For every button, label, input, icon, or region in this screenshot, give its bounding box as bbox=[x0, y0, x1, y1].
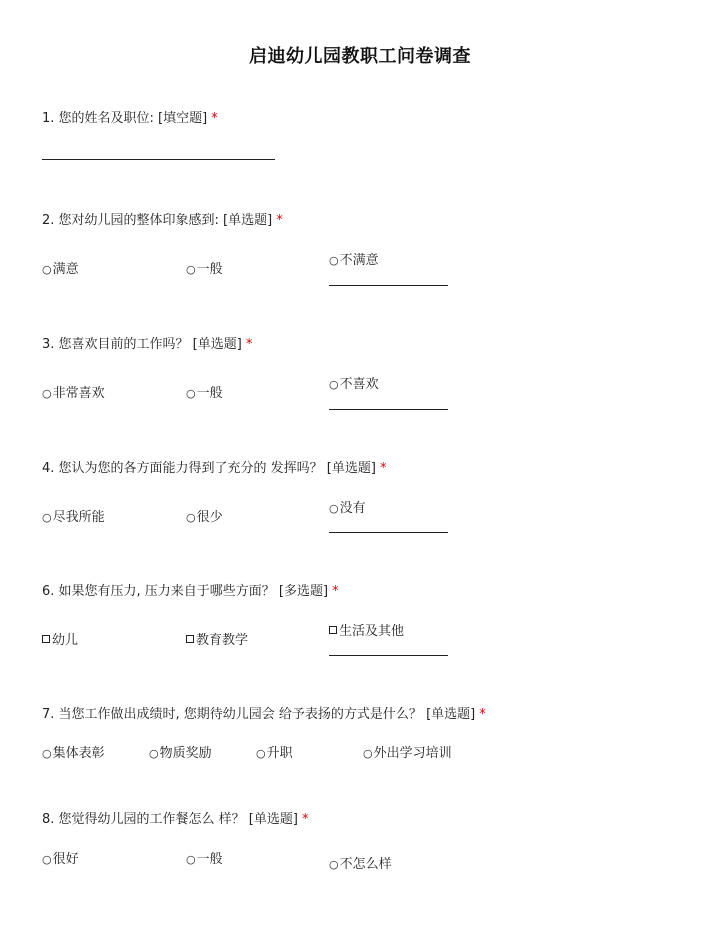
checkbox-life-other[interactable] bbox=[329, 620, 404, 639]
required-mark: * bbox=[479, 707, 486, 722]
option-label: 尽我所能 bbox=[52, 510, 105, 525]
option-fill-line bbox=[329, 655, 448, 656]
required-mark: * bbox=[379, 461, 387, 476]
option-average[interactable] bbox=[186, 848, 223, 867]
option-label: 升职 bbox=[266, 746, 293, 761]
option-unsatisfied[interactable] bbox=[329, 249, 379, 268]
checkbox-icon bbox=[329, 626, 337, 634]
option-label: 不喜欢 bbox=[339, 377, 379, 392]
option-label: 很少 bbox=[196, 510, 223, 525]
option-label: 一般 bbox=[196, 262, 223, 277]
option-rarely[interactable] bbox=[186, 506, 223, 525]
radio-icon: ○ bbox=[42, 747, 52, 760]
option-label: 不满意 bbox=[339, 253, 379, 268]
option-best-effort[interactable] bbox=[42, 506, 105, 525]
option-like-very-much[interactable] bbox=[42, 382, 105, 401]
option-label: 满意 bbox=[52, 262, 79, 277]
option-label: 外出学习培训 bbox=[373, 746, 452, 761]
required-mark: * bbox=[332, 584, 339, 599]
radio-icon: ○ bbox=[186, 387, 196, 400]
radio-icon: ○ bbox=[42, 263, 52, 276]
option-average[interactable] bbox=[186, 382, 223, 401]
option-fill-line bbox=[329, 285, 448, 286]
option-label: 一般 bbox=[196, 386, 223, 401]
option-label: 不怎么样 bbox=[339, 857, 392, 872]
option-satisfied[interactable] bbox=[42, 258, 79, 277]
option-label: 教育教学 bbox=[196, 633, 249, 648]
question-1 bbox=[42, 107, 218, 126]
option-label: 幼儿 bbox=[52, 633, 79, 648]
question-8 bbox=[42, 808, 308, 827]
radio-icon: ○ bbox=[42, 387, 52, 400]
required-mark: * bbox=[301, 812, 309, 827]
option-average[interactable] bbox=[186, 258, 223, 277]
required-mark: * bbox=[276, 213, 283, 228]
radio-icon: ○ bbox=[329, 502, 339, 515]
option-label: 一般 bbox=[196, 852, 223, 867]
question-7 bbox=[42, 703, 486, 722]
question-text: 1. 您的姓名及职位: [填空题] bbox=[42, 111, 208, 126]
radio-icon: ○ bbox=[42, 853, 52, 866]
radio-icon: ○ bbox=[186, 263, 196, 276]
option-label: 集体表彰 bbox=[52, 746, 105, 761]
option-very-good[interactable] bbox=[42, 848, 79, 867]
checkbox-icon bbox=[186, 635, 194, 643]
radio-icon: ○ bbox=[186, 511, 196, 524]
name-position-answer-field[interactable] bbox=[42, 159, 275, 160]
option-external-training[interactable] bbox=[363, 742, 452, 761]
option-material-reward[interactable] bbox=[149, 742, 212, 761]
option-label: 没有 bbox=[339, 501, 366, 516]
question-2 bbox=[42, 209, 283, 228]
radio-icon: ○ bbox=[329, 378, 339, 391]
checkbox-icon bbox=[42, 635, 50, 643]
question-6 bbox=[42, 580, 339, 599]
radio-icon: ○ bbox=[363, 747, 373, 760]
question-text: 4. 您认为您的各方面能力得到了充分的 发挥吗？ [单选题] bbox=[42, 461, 376, 476]
checkbox-children[interactable] bbox=[42, 629, 78, 648]
question-text: 7. 当您工作做出成绩时, 您期待幼儿园会 给予表扬的方式是什么？ [单选题] bbox=[42, 707, 476, 722]
option-dislike[interactable] bbox=[329, 373, 379, 392]
radio-icon: ○ bbox=[329, 254, 339, 267]
radio-icon: ○ bbox=[186, 853, 196, 866]
option-label: 非常喜欢 bbox=[52, 386, 105, 401]
question-text: 3. 您喜欢目前的工作吗？ [单选题] bbox=[42, 337, 242, 352]
option-label: 物质奖励 bbox=[159, 746, 212, 761]
radio-icon: ○ bbox=[42, 511, 52, 524]
question-text: 8. 您觉得幼儿园的工作餐怎么 样？ [单选题] bbox=[42, 812, 298, 827]
question-4 bbox=[42, 457, 386, 476]
required-mark: * bbox=[211, 111, 218, 126]
option-group-commendation[interactable] bbox=[42, 742, 105, 761]
option-label: 生活及其他 bbox=[339, 624, 405, 639]
question-text: 2. 您对幼儿园的整体印象感到: [单选题] bbox=[42, 213, 273, 228]
option-promotion[interactable] bbox=[256, 742, 293, 761]
option-label: 很好 bbox=[52, 852, 79, 867]
checkbox-teaching[interactable] bbox=[186, 629, 248, 648]
question-3 bbox=[42, 333, 252, 352]
option-fill-line bbox=[329, 532, 448, 533]
option-not-good[interactable] bbox=[329, 853, 392, 872]
radio-icon: ○ bbox=[149, 747, 159, 760]
required-mark: * bbox=[245, 337, 253, 352]
option-none[interactable] bbox=[329, 497, 366, 516]
radio-icon: ○ bbox=[256, 747, 266, 760]
option-fill-line bbox=[329, 409, 448, 410]
page-title: 启迪幼儿园教职工问卷调查 bbox=[249, 46, 471, 67]
radio-icon: ○ bbox=[329, 858, 339, 871]
question-text: 6. 如果您有压力, 压力来自于哪些方面？ [多选题] bbox=[42, 584, 329, 599]
